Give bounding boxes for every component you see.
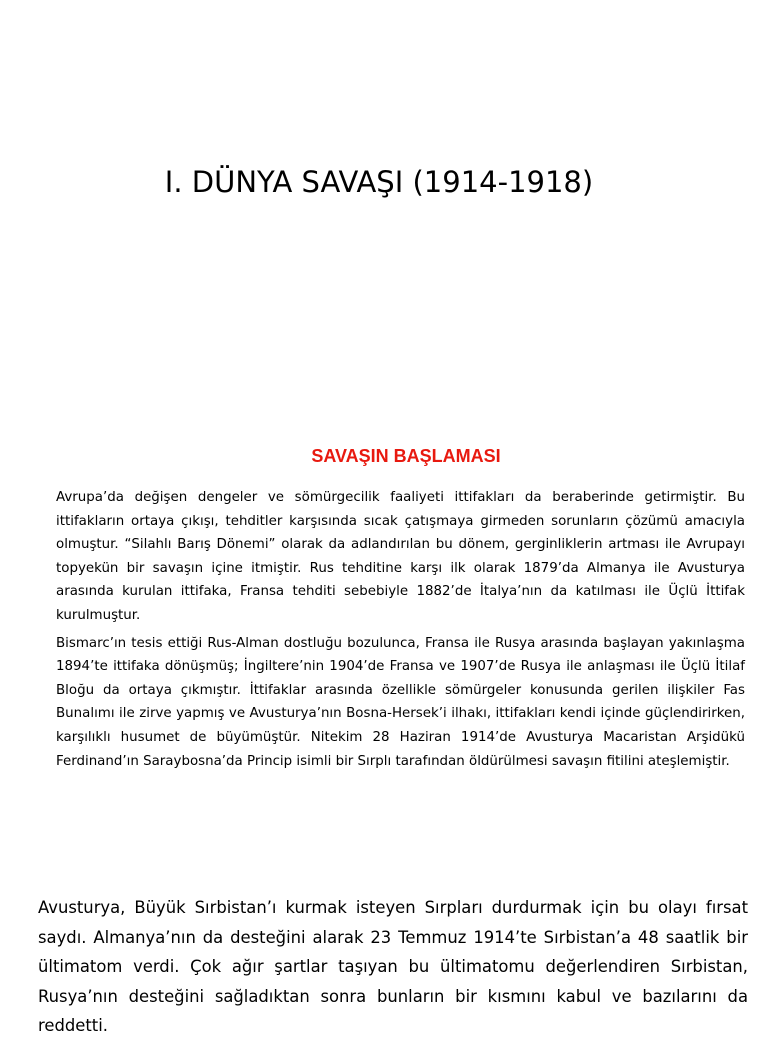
paragraph: Avusturya, Büyük Sırbistan’ı kurmak isteyen Sırpları durdurmak için bu olayı fırsat saydı. Almanya’nın da desteğini alarak 23 Temmuz 1914’te Sırbistan’a 48 saatlik bir ültimatom verdi. Çok ağır şartlar taşıyan bu ültimatomu değerlendiren Sırbistan, Rusya’nın desteğini sağladıktan sonra bunların bir kısmını kabul ve bazılarını da reddetti. xyxy=(38,898,748,1035)
section-body xyxy=(56,486,745,777)
paragraph: Bismarc’ın tesis ettiği Rus-Alman dostluğu bozulunca, Fransa ile Rusya arasında başlayan yakınlaşma 1894’te ittifaka dönüşmüş; İngiltere’nin 1904’de Fransa ve 1907’de Rusya ile anlaşması ile Üçlü İtilaf Bloğu da ortaya çıkmıştır. İttifaklar arasında özellikle sömürgeler konusunda gerilen ilişkiler Fas Bunalımı ile zirve yapmış ve Avusturya’nın Bosna-Hersek’i ilhakı, ittifakları kendi içinde güçlendirirken, karşılıklı husumet de büyümüştür. Nitekim 28 Haziran 1914’de Avusturya Macaristan Arşidükü Ferdinand’ın Saraybosna’da Princip isimli bir Sırplı tarafından öldürülmesi savaşın fitilini ateşlemiştir. xyxy=(56,635,745,769)
page-title: I. DÜNYA SAVAŞI (1914-1918) xyxy=(164,165,594,199)
bottom-text xyxy=(38,893,748,1041)
paragraph: Avrupa’da değişen dengeler ve sömürgecilik faaliyeti ittifakları da beraberinde getirmiştir. Bu ittifakların ortaya çıkışı, tehditler karşısında sıcak çatışmaya girmeden sorunların çözümü amacıyla olmuştur. “Silahlı Barış Dönemi” olarak da adlandırılan bu dönem, gerginliklerin artması ile Avrupayı topyekün bir savaşın içine itmiştir. Rus tehditine karşı ilk olarak 1879’da Almanya ile Avusturya arasında kurulan ittifaka, Fransa tehditi sebebiyle 1882’de İtalya’nın da katılması ile Üçlü İttifak kurulmuştur. xyxy=(56,490,745,623)
section-heading: SAVAŞIN BAŞLAMASI xyxy=(311,446,501,466)
